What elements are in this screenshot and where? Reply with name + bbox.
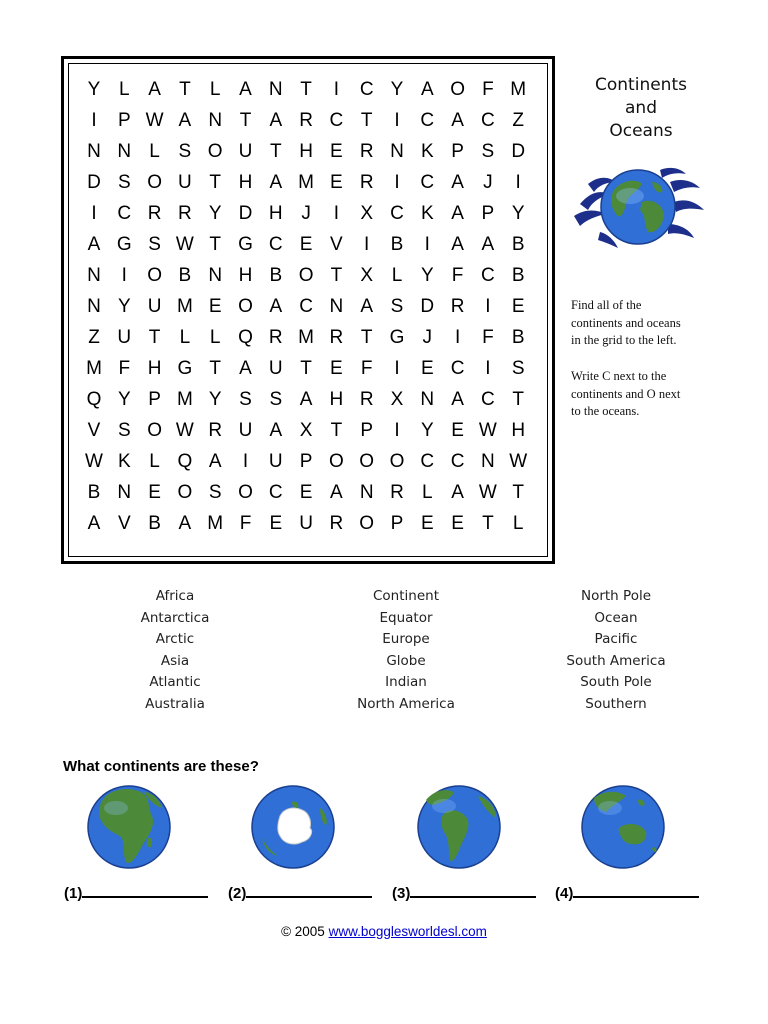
grid-letter: U xyxy=(117,327,132,348)
grid-letter: G xyxy=(177,358,193,379)
grid-letter: Y xyxy=(511,203,525,224)
globe-antarctica-icon xyxy=(250,778,336,876)
grid-letter: B xyxy=(511,327,525,348)
grid-letter: M xyxy=(298,172,314,193)
grid-letter: U xyxy=(147,296,162,317)
grid-letter: X xyxy=(299,420,313,441)
grid-letter: I xyxy=(394,110,400,131)
grid-letter: U xyxy=(268,451,283,472)
grid-letter: T xyxy=(512,389,524,410)
grid-letter: W xyxy=(175,234,194,255)
grid-letter: C xyxy=(329,110,344,131)
grid-letter: T xyxy=(148,327,161,348)
grid-letter: N xyxy=(481,451,495,472)
grid-letter: E xyxy=(330,172,343,193)
grid-letter: D xyxy=(511,141,526,162)
grid-letter: I xyxy=(364,234,370,255)
globe-africa-icon xyxy=(86,778,172,876)
word-item: Indian xyxy=(385,674,427,691)
grid-letter: Q xyxy=(86,389,102,410)
grid-letter: O xyxy=(147,420,162,441)
grid-letter: T xyxy=(512,482,524,503)
grid-letter: I xyxy=(424,234,430,255)
grid-letter: W xyxy=(509,451,528,472)
grid-letter: Q xyxy=(177,451,193,472)
grid-letter: T xyxy=(179,79,191,100)
grid-letter: I xyxy=(91,203,97,224)
grid-letter: U xyxy=(238,420,253,441)
grid-letter: A xyxy=(299,389,313,410)
grid-letter: B xyxy=(511,265,525,286)
grid-letter: H xyxy=(238,265,253,286)
grid-letter: P xyxy=(360,420,374,441)
grid-letter: A xyxy=(208,451,222,472)
grid-letter: H xyxy=(511,420,526,441)
grid-letter: S xyxy=(117,172,131,193)
word-item: Arctic xyxy=(155,631,195,648)
grid-letter: B xyxy=(87,482,101,503)
grid-letter: P xyxy=(148,389,161,410)
grid-letter: A xyxy=(178,513,192,534)
grid-letter: C xyxy=(299,296,313,317)
copyright-text: © 2005 xyxy=(281,924,325,939)
grid-letter: T xyxy=(482,513,494,534)
grid-letter: W xyxy=(145,110,164,131)
word-item: Europe xyxy=(382,631,430,648)
grid-letter: T xyxy=(330,265,343,286)
grid-letter: K xyxy=(117,451,131,472)
grid-letter: J xyxy=(483,172,493,193)
grid-letter: A xyxy=(239,358,252,379)
answer-line[interactable] xyxy=(573,882,699,898)
grid-letter: E xyxy=(511,296,525,317)
grid-letter: A xyxy=(239,79,252,100)
grid-letter: V xyxy=(117,513,131,534)
word-item: Asia xyxy=(160,652,190,669)
grid-letter: A xyxy=(269,296,283,317)
grid-letter: K xyxy=(420,203,434,224)
grid-letter: T xyxy=(360,327,373,348)
answer-line[interactable] xyxy=(410,882,536,898)
grid-letter: R xyxy=(390,482,404,503)
grid-letter: C xyxy=(359,79,374,100)
grid-letter: W xyxy=(478,420,497,441)
grid-letter: L xyxy=(179,327,191,348)
grid-letter: M xyxy=(207,513,224,534)
grid-letter: R xyxy=(359,389,374,410)
grid-letter: W xyxy=(85,451,103,472)
word-item: Globe xyxy=(386,652,426,669)
word-item: Equator xyxy=(379,609,433,626)
grid-letter: L xyxy=(149,451,160,472)
grid-letter: H xyxy=(147,358,162,379)
grid-letter: S xyxy=(269,389,283,410)
word-item: Atlantic xyxy=(149,674,201,691)
grid-letter: N xyxy=(359,482,374,503)
answer-line[interactable] xyxy=(246,882,372,898)
grid-letter: H xyxy=(329,389,344,410)
grid-letter: U xyxy=(178,172,192,193)
grid-letter: A xyxy=(451,110,464,131)
grid-letter: Q xyxy=(238,327,253,348)
grid-letter: Y xyxy=(420,265,434,286)
grid-letter: N xyxy=(390,141,404,162)
title-line-1: Continents xyxy=(595,75,687,95)
grid-letter: D xyxy=(420,296,435,317)
grid-letter: S xyxy=(148,234,161,255)
answer-4[interactable]: (4) xyxy=(555,882,699,902)
grid-letter: A xyxy=(330,482,343,503)
grid-letter: O xyxy=(359,451,375,472)
word-item: North America xyxy=(357,695,455,712)
grid-letter: T xyxy=(209,172,221,193)
grid-letter: L xyxy=(209,79,221,100)
grid-letter: N xyxy=(208,265,223,286)
title-line-3: Oceans xyxy=(609,121,673,141)
grid-letter: A xyxy=(481,234,495,255)
grid-letter: B xyxy=(269,265,283,286)
grid-letter: A xyxy=(451,203,464,224)
grid-letter: T xyxy=(209,234,221,255)
grid-letter: D xyxy=(238,203,253,224)
grid-letter: S xyxy=(178,141,192,162)
grid-letter: F xyxy=(239,513,252,534)
grid-letter: Y xyxy=(117,296,131,317)
grid-letter: I xyxy=(121,265,127,286)
grid-letter: B xyxy=(148,513,161,534)
grid-letter: I xyxy=(454,327,461,348)
grid-letter: O xyxy=(177,482,193,503)
grid-letter: E xyxy=(299,234,313,255)
answer-1[interactable]: (1) xyxy=(64,882,208,902)
grid-letter: A xyxy=(269,420,283,441)
grid-letter: X xyxy=(360,265,374,286)
word-item: North Pole xyxy=(580,588,652,604)
grid-letter: P xyxy=(451,141,464,162)
grid-letter: O xyxy=(298,265,314,286)
answer-line[interactable] xyxy=(82,882,208,898)
question-heading: What continents are these? xyxy=(63,758,259,775)
globe-australia-icon xyxy=(580,778,666,876)
grid-letter: I xyxy=(394,358,400,379)
grid-letter: W xyxy=(175,420,194,441)
grid-letter: R xyxy=(450,296,465,317)
grid-letter: C xyxy=(481,389,495,410)
grid-letter: C xyxy=(117,203,132,224)
grid-letter: H xyxy=(238,172,253,193)
word-list-column-2 xyxy=(316,586,496,716)
grid-letter: C xyxy=(420,451,435,472)
word-list-column-3 xyxy=(526,586,706,716)
grid-letter: Y xyxy=(420,420,434,441)
grid-letter: E xyxy=(420,513,434,534)
grid-letter: R xyxy=(178,203,192,224)
grid-letter: C xyxy=(268,482,283,503)
grid-letter: A xyxy=(451,234,464,255)
grid-letter: F xyxy=(118,358,131,379)
grid-letter: S xyxy=(511,358,525,379)
grid-letter: T xyxy=(360,110,373,131)
grid-letter: O xyxy=(207,141,223,162)
word-item: Antarctica xyxy=(140,609,210,626)
grid-letter: A xyxy=(148,79,161,100)
grid-letter: R xyxy=(359,172,374,193)
grid-letter: C xyxy=(481,265,495,286)
grid-letter: C xyxy=(420,110,435,131)
grid-letter: A xyxy=(87,234,101,255)
grid-letter: O xyxy=(147,172,162,193)
grid-letter: M xyxy=(86,358,102,379)
word-item: Pacific xyxy=(594,631,638,648)
grid-letter: T xyxy=(209,358,221,379)
grid-letter: Y xyxy=(208,389,222,410)
globe-south-america-icon xyxy=(416,778,502,876)
grid-letter: F xyxy=(482,79,494,100)
grid-letter: C xyxy=(450,451,465,472)
grid-letter: O xyxy=(329,451,344,472)
grid-letter: A xyxy=(451,172,464,193)
word-item: Ocean xyxy=(594,609,638,626)
grid-letter: E xyxy=(148,482,161,503)
grid-letter: Y xyxy=(87,79,101,100)
word-item: Africa xyxy=(155,588,195,604)
grid-letter: A xyxy=(87,513,101,534)
grid-letter: A xyxy=(451,389,464,410)
grid-letter: I xyxy=(242,451,249,472)
grid-letter: A xyxy=(269,172,283,193)
grid-letter: N xyxy=(87,141,101,162)
grid-letter: Z xyxy=(88,327,100,348)
grid-letter: N xyxy=(420,389,435,410)
grid-letter: E xyxy=(451,513,464,534)
grid-letter: O xyxy=(238,296,253,317)
grid-letter: T xyxy=(300,79,312,100)
grid-letter: Y xyxy=(117,389,131,410)
grid-letter: P xyxy=(481,203,495,224)
grid-letter: F xyxy=(360,358,373,379)
grid-letter: I xyxy=(91,110,97,131)
grid-letter: F xyxy=(482,327,494,348)
grid-letter: X xyxy=(360,203,374,224)
grid-letter: L xyxy=(149,141,160,162)
grid-letter: L xyxy=(422,482,433,503)
grid-letter: E xyxy=(299,482,313,503)
grid-letter: R xyxy=(208,420,223,441)
grid-letter: O xyxy=(359,513,375,534)
grid-letter: A xyxy=(269,110,283,131)
grid-letter: V xyxy=(330,234,343,255)
globe-with-swirls-icon xyxy=(570,162,706,252)
grid-letter: Y xyxy=(208,203,222,224)
grid-letter: O xyxy=(238,482,253,503)
grid-letter: B xyxy=(390,234,404,255)
grid-letter: A xyxy=(420,79,434,100)
grid-letter: P xyxy=(117,110,131,131)
grid-letter: R xyxy=(268,327,283,348)
grid-letter: O xyxy=(450,79,465,100)
word-item: Continent xyxy=(373,588,439,604)
grid-letter: U xyxy=(238,141,253,162)
grid-letter: I xyxy=(515,172,521,193)
grid-letter: L xyxy=(119,79,130,100)
grid-letter: C xyxy=(420,172,435,193)
grid-letter: E xyxy=(451,420,464,441)
grid-letter: M xyxy=(510,79,527,100)
grid-inner-border xyxy=(68,63,548,557)
grid-letter: N xyxy=(268,79,283,100)
grid-letter: I xyxy=(333,79,340,100)
website-link[interactable]: www.bogglesworldesl.com xyxy=(328,924,487,939)
grid-letter: I xyxy=(333,203,340,224)
grid-letter: R xyxy=(359,141,374,162)
grid-letter: I xyxy=(394,420,400,441)
grid-letter: I xyxy=(394,172,400,193)
grid-letter: A xyxy=(178,110,192,131)
grid-letter: P xyxy=(299,451,313,472)
grid-letter: K xyxy=(420,141,434,162)
grid-letter: R xyxy=(329,327,344,348)
grid-letter: E xyxy=(269,513,283,534)
grid-letter: R xyxy=(329,513,344,534)
grid-letter: B xyxy=(511,234,525,255)
grid-letter: T xyxy=(239,110,252,131)
grid-letter: J xyxy=(422,327,433,348)
grid-letter: T xyxy=(300,358,312,379)
answer-3[interactable]: (3) xyxy=(392,882,536,902)
grid-letter: H xyxy=(268,203,283,224)
grid-letter: I xyxy=(485,358,491,379)
grid-letter: R xyxy=(147,203,162,224)
grid-letter: X xyxy=(390,389,404,410)
grid-letter: N xyxy=(117,482,132,503)
grid-letter: R xyxy=(299,110,313,131)
answer-2[interactable]: (2) xyxy=(228,882,372,902)
word-search-grid xyxy=(61,56,555,564)
grid-letter: F xyxy=(451,265,464,286)
grid-letter: C xyxy=(390,203,404,224)
grid-letter: E xyxy=(330,141,343,162)
grid-letter: N xyxy=(87,265,101,286)
grid-letter: U xyxy=(268,358,283,379)
grid-letter: N xyxy=(117,141,132,162)
grid-letter: T xyxy=(330,420,343,441)
grid-letter: S xyxy=(390,296,404,317)
grid-letter: N xyxy=(87,296,101,317)
word-item: South Pole xyxy=(580,674,652,691)
grid-letter: N xyxy=(329,296,344,317)
grid-letter: N xyxy=(208,110,223,131)
grid-letter: E xyxy=(330,358,343,379)
grid-letter: P xyxy=(390,513,404,534)
grid-letter: H xyxy=(299,141,313,162)
grid-letter: S xyxy=(208,482,222,503)
grid-letter: L xyxy=(391,265,403,286)
grid-letter: W xyxy=(478,482,497,503)
word-item: Australia xyxy=(145,695,205,712)
grid-letter: M xyxy=(176,296,193,317)
grid-letter: I xyxy=(485,296,491,317)
word-list-column-1 xyxy=(85,586,265,716)
grid-letter: L xyxy=(512,513,524,534)
grid-letter: A xyxy=(360,296,374,317)
grid-letter: J xyxy=(301,203,311,224)
grid-letter: Y xyxy=(390,79,404,100)
grid-letter: B xyxy=(178,265,192,286)
instructions-write: Write C next to the continents and O next to the oceans. xyxy=(571,369,681,418)
grid-letter: C xyxy=(450,358,465,379)
grid-letter: E xyxy=(420,358,434,379)
grid-letter: M xyxy=(176,389,193,410)
grid-letter: L xyxy=(209,327,221,348)
grid-letter: E xyxy=(208,296,222,317)
footer xyxy=(0,924,768,939)
grid-letter: V xyxy=(87,420,101,441)
title-line-2: and xyxy=(625,98,657,118)
grid-letter: U xyxy=(299,513,313,534)
grid-letter: A xyxy=(451,482,464,503)
grid-letter: C xyxy=(268,234,283,255)
grid-letter: C xyxy=(481,110,495,131)
grid-letter: S xyxy=(239,389,252,410)
word-item: South America xyxy=(566,652,666,669)
grid-letter: O xyxy=(147,265,162,286)
grid-letter: M xyxy=(298,327,314,348)
grid-letter: S xyxy=(481,141,495,162)
grid-letter: G xyxy=(389,327,405,348)
grid-letter: T xyxy=(269,141,282,162)
grid-letter: Z xyxy=(512,110,524,131)
word-item: Southern xyxy=(585,695,647,712)
grid-letter: S xyxy=(117,420,131,441)
grid-letter: O xyxy=(389,451,405,472)
grid-letter: G xyxy=(116,234,132,255)
grid-letter: G xyxy=(238,234,253,255)
grid-letter: D xyxy=(87,172,101,193)
instructions-find: Find all of the continents and oceans in the grid to the left. xyxy=(571,298,681,347)
